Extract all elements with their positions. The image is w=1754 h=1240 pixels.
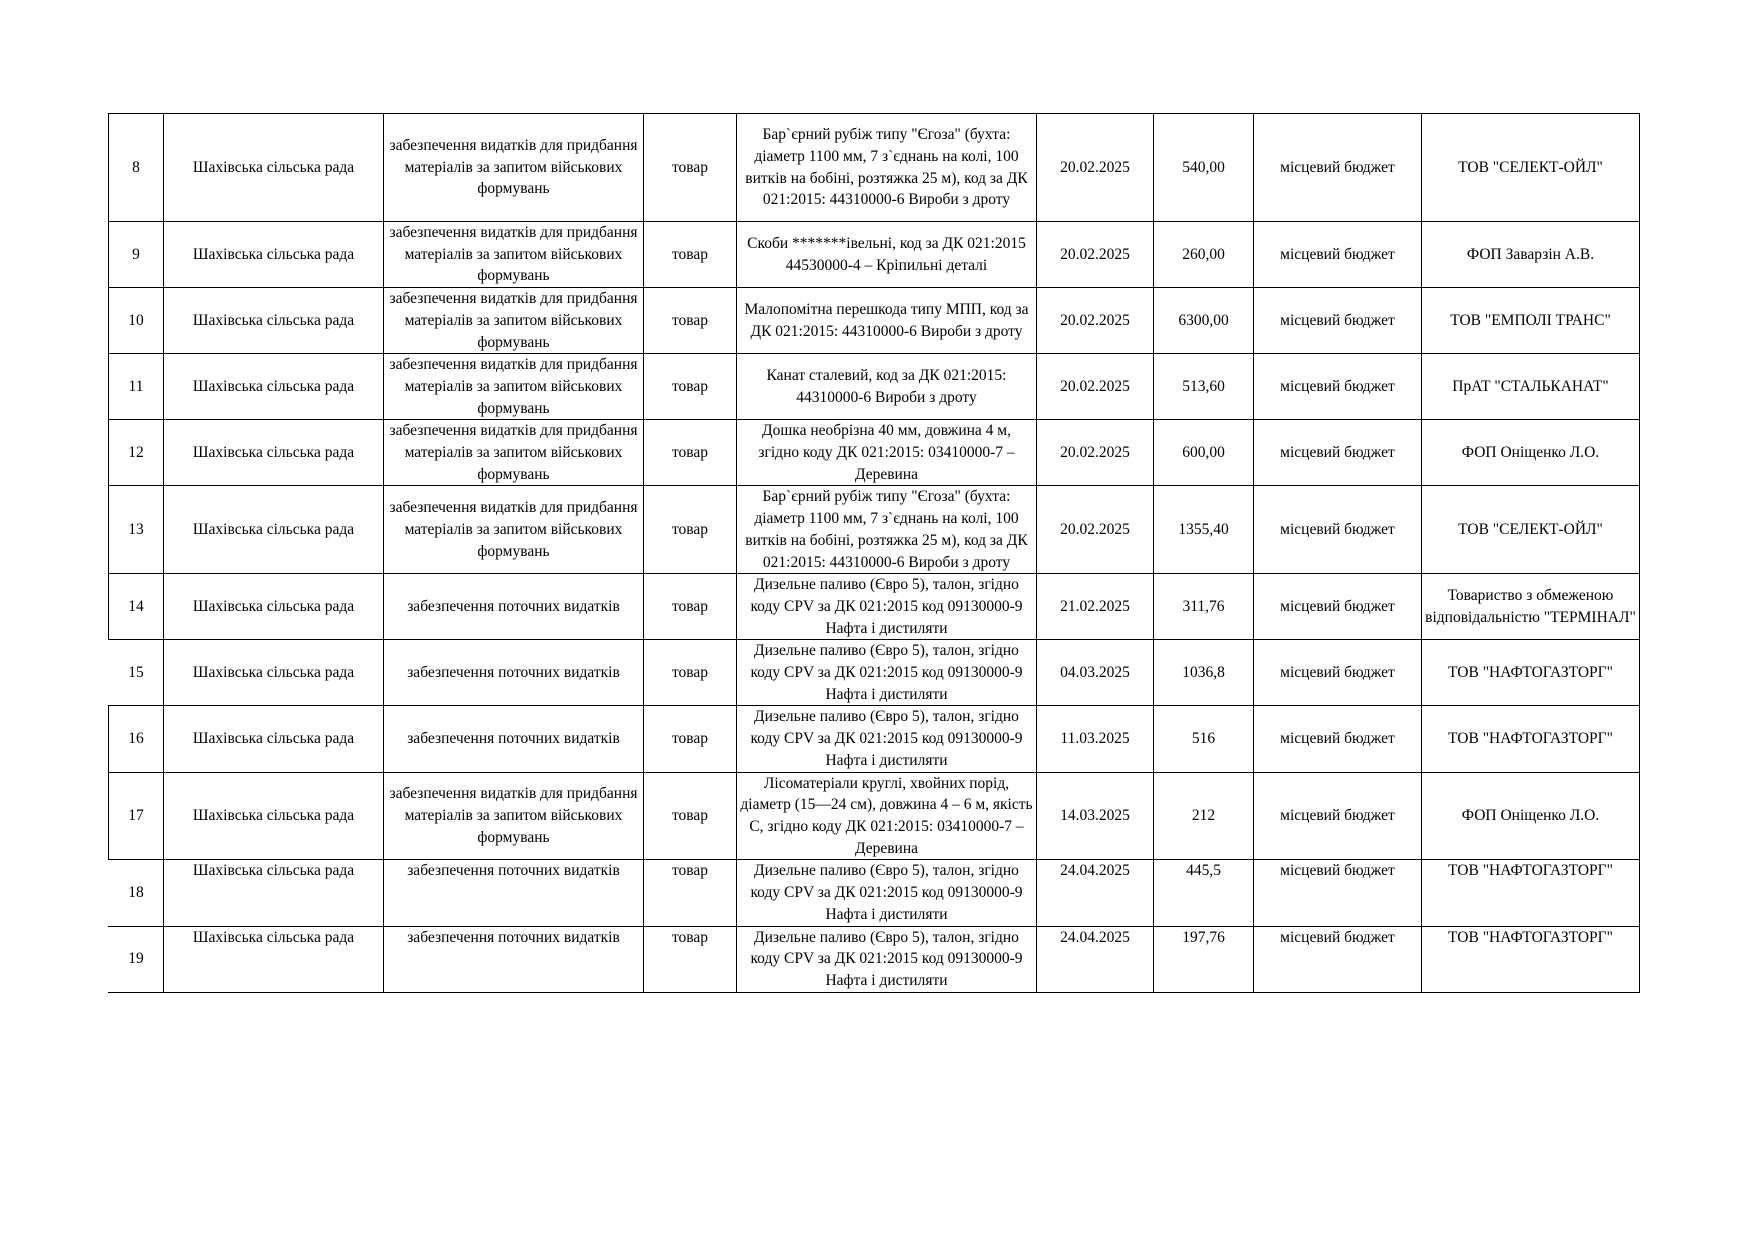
subject-type: товар bbox=[644, 354, 737, 420]
row-number: 12 bbox=[109, 420, 164, 486]
table-body bbox=[109, 114, 1640, 993]
table-row bbox=[109, 420, 1640, 486]
purchase-purpose: забезпечення поточних видатків bbox=[384, 574, 644, 640]
row-number: 19 bbox=[109, 926, 164, 992]
item-description: Скоби *******івельні, код за ДК 021:2015 44530000-4 – Кріпильні деталі bbox=[737, 222, 1037, 288]
customer-name: Шахівська сільська рада bbox=[164, 706, 384, 772]
table-row bbox=[109, 926, 1640, 992]
supplier-name: ТОВ "ЕМПОЛІ ТРАНС" bbox=[1422, 288, 1640, 354]
funding-source: місцевий бюджет bbox=[1254, 860, 1422, 926]
table-row bbox=[109, 486, 1640, 574]
amount-value: 197,76 bbox=[1154, 926, 1254, 992]
amount-value: 600,00 bbox=[1154, 420, 1254, 486]
funding-source: місцевий бюджет bbox=[1254, 354, 1422, 420]
table-row bbox=[109, 354, 1640, 420]
supplier-name: ФОП Оніщенко Л.О. bbox=[1422, 420, 1640, 486]
purchase-purpose: забезпечення видатків для придбання матеріалів за запитом військових формувань bbox=[384, 486, 644, 574]
supplier-name: ТОВ "НАФТОГАЗТОРГ" bbox=[1422, 926, 1640, 992]
contract-date: 11.03.2025 bbox=[1037, 706, 1154, 772]
row-number: 18 bbox=[109, 860, 164, 926]
supplier-name: ТОВ "НАФТОГАЗТОРГ" bbox=[1422, 706, 1640, 772]
item-description: Малопомітна перешкода типу МПП, код за ДК 021:2015: 44310000-6 Вироби з дроту bbox=[737, 288, 1037, 354]
funding-source: місцевий бюджет bbox=[1254, 926, 1422, 992]
subject-type: товар bbox=[644, 926, 737, 992]
table-row bbox=[109, 706, 1640, 772]
table-row bbox=[109, 772, 1640, 860]
supplier-name: ТОВ "НАФТОГАЗТОРГ" bbox=[1422, 860, 1640, 926]
supplier-name: ФОП Оніщенко Л.О. bbox=[1422, 772, 1640, 860]
purchase-purpose: забезпечення поточних видатків bbox=[384, 640, 644, 706]
contract-date: 24.04.2025 bbox=[1037, 926, 1154, 992]
supplier-name: ТОВ "СЕЛЕКТ-ОЙЛ" bbox=[1422, 486, 1640, 574]
customer-name: Шахівська сільська рада bbox=[164, 574, 384, 640]
customer-name: Шахівська сільська рада bbox=[164, 860, 384, 926]
purchase-purpose: забезпечення видатків для придбання матеріалів за запитом військових формувань bbox=[384, 288, 644, 354]
procurement-table bbox=[108, 113, 1640, 993]
supplier-name: ТОВ "СЕЛЕКТ-ОЙЛ" bbox=[1422, 114, 1640, 222]
row-number: 13 bbox=[109, 486, 164, 574]
amount-value: 311,76 bbox=[1154, 574, 1254, 640]
item-description: Дизельне паливо (Євро 5), талон, згідно коду CPV за ДК 021:2015 код 09130000-9 Нафта і дистиляти bbox=[737, 860, 1037, 926]
customer-name: Шахівська сільська рада bbox=[164, 222, 384, 288]
funding-source: місцевий бюджет bbox=[1254, 640, 1422, 706]
item-description: Дизельне паливо (Євро 5), талон, згідно коду CPV за ДК 021:2015 код 09130000-9 Нафта і дистиляти bbox=[737, 926, 1037, 992]
funding-source: місцевий бюджет bbox=[1254, 486, 1422, 574]
customer-name: Шахівська сільська рада bbox=[164, 354, 384, 420]
amount-value: 6300,00 bbox=[1154, 288, 1254, 354]
funding-source: місцевий бюджет bbox=[1254, 288, 1422, 354]
supplier-name: ФОП Заварзін А.В. bbox=[1422, 222, 1640, 288]
customer-name: Шахівська сільська рада bbox=[164, 114, 384, 222]
subject-type: товар bbox=[644, 772, 737, 860]
customer-name: Шахівська сільська рада bbox=[164, 420, 384, 486]
purchase-purpose: забезпечення видатків для придбання матеріалів за запитом військових формувань bbox=[384, 222, 644, 288]
subject-type: товар bbox=[644, 706, 737, 772]
funding-source: місцевий бюджет bbox=[1254, 222, 1422, 288]
contract-date: 21.02.2025 bbox=[1037, 574, 1154, 640]
customer-name: Шахівська сільська рада bbox=[164, 772, 384, 860]
item-description: Дошка необрізна 40 мм, довжина 4 м, згідно коду ДК 021:2015: 03410000-7 – Деревина bbox=[737, 420, 1037, 486]
item-description: Бар`єрний рубіж типу "Єгоза" (бухта: діаметр 1100 мм, 7 з`єднань на колі, 100 витків на бобіні, розтяжка 25 м), код за ДК 021:2015: 44310000-6 Вироби з дроту bbox=[737, 114, 1037, 222]
item-description: Дизельне паливо (Євро 5), талон, згідно коду CPV за ДК 021:2015 код 09130000-9 Нафта і дистиляти bbox=[737, 640, 1037, 706]
subject-type: товар bbox=[644, 486, 737, 574]
subject-type: товар bbox=[644, 222, 737, 288]
customer-name: Шахівська сільська рада bbox=[164, 926, 384, 992]
subject-type: товар bbox=[644, 640, 737, 706]
purchase-purpose: забезпечення видатків для придбання матеріалів за запитом військових формувань bbox=[384, 114, 644, 222]
funding-source: місцевий бюджет bbox=[1254, 772, 1422, 860]
table-row bbox=[109, 222, 1640, 288]
contract-date: 24.04.2025 bbox=[1037, 860, 1154, 926]
amount-value: 1355,40 bbox=[1154, 486, 1254, 574]
amount-value: 260,00 bbox=[1154, 222, 1254, 288]
contract-date: 20.02.2025 bbox=[1037, 354, 1154, 420]
contract-date: 20.02.2025 bbox=[1037, 222, 1154, 288]
contract-date: 20.02.2025 bbox=[1037, 288, 1154, 354]
amount-value: 513,60 bbox=[1154, 354, 1254, 420]
supplier-name: Товариство з обмеженою відповідальністю "ТЕРМІНАЛ" bbox=[1422, 574, 1640, 640]
supplier-name: ПрАТ "СТАЛЬКАНАТ" bbox=[1422, 354, 1640, 420]
amount-value: 516 bbox=[1154, 706, 1254, 772]
table-row bbox=[109, 860, 1640, 926]
funding-source: місцевий бюджет bbox=[1254, 574, 1422, 640]
supplier-name: ТОВ "НАФТОГАЗТОРГ" bbox=[1422, 640, 1640, 706]
contract-date: 20.02.2025 bbox=[1037, 114, 1154, 222]
row-number: 15 bbox=[109, 640, 164, 706]
row-number: 9 bbox=[109, 222, 164, 288]
subject-type: товар bbox=[644, 288, 737, 354]
row-number: 11 bbox=[109, 354, 164, 420]
table-row bbox=[109, 640, 1640, 706]
purchase-purpose: забезпечення поточних видатків bbox=[384, 860, 644, 926]
item-description: Канат сталевий, код за ДК 021:2015: 44310000-6 Вироби з дроту bbox=[737, 354, 1037, 420]
amount-value: 540,00 bbox=[1154, 114, 1254, 222]
subject-type: товар bbox=[644, 114, 737, 222]
purchase-purpose: забезпечення видатків для придбання матеріалів за запитом військових формувань bbox=[384, 354, 644, 420]
contract-date: 04.03.2025 bbox=[1037, 640, 1154, 706]
contract-date: 20.02.2025 bbox=[1037, 420, 1154, 486]
subject-type: товар bbox=[644, 860, 737, 926]
table-row bbox=[109, 288, 1640, 354]
row-number: 16 bbox=[109, 706, 164, 772]
contract-date: 14.03.2025 bbox=[1037, 772, 1154, 860]
customer-name: Шахівська сільська рада bbox=[164, 640, 384, 706]
customer-name: Шахівська сільська рада bbox=[164, 288, 384, 354]
purchase-purpose: забезпечення поточних видатків bbox=[384, 706, 644, 772]
row-number: 8 bbox=[109, 114, 164, 222]
purchase-purpose: забезпечення видатків для придбання матеріалів за запитом військових формувань bbox=[384, 420, 644, 486]
row-number: 10 bbox=[109, 288, 164, 354]
table-row bbox=[109, 114, 1640, 222]
item-description: Дизельне паливо (Євро 5), талон, згідно коду CPV за ДК 021:2015 код 09130000-9 Нафта і дистиляти bbox=[737, 574, 1037, 640]
funding-source: місцевий бюджет bbox=[1254, 114, 1422, 222]
item-description: Лісоматеріали круглі, хвойних порід, діаметр (15—24 см), довжина 4 – 6 м, якість С, згідно коду ДК 021:2015: 03410000-7 – Деревина bbox=[737, 772, 1037, 860]
funding-source: місцевий бюджет bbox=[1254, 706, 1422, 772]
contract-date: 20.02.2025 bbox=[1037, 486, 1154, 574]
amount-value: 212 bbox=[1154, 772, 1254, 860]
amount-value: 445,5 bbox=[1154, 860, 1254, 926]
subject-type: товар bbox=[644, 420, 737, 486]
item-description: Дизельне паливо (Євро 5), талон, згідно коду CPV за ДК 021:2015 код 09130000-9 Нафта і дистиляти bbox=[737, 706, 1037, 772]
customer-name: Шахівська сільська рада bbox=[164, 486, 384, 574]
item-description: Бар`єрний рубіж типу "Єгоза" (бухта: діаметр 1100 мм, 7 з`єднань на колі, 100 витків на бобіні, розтяжка 25 м), код за ДК 021:2015: 44310000-6 Вироби з дроту bbox=[737, 486, 1037, 574]
funding-source: місцевий бюджет bbox=[1254, 420, 1422, 486]
table-row bbox=[109, 574, 1640, 640]
amount-value: 1036,8 bbox=[1154, 640, 1254, 706]
row-number: 17 bbox=[109, 772, 164, 860]
purchase-purpose: забезпечення поточних видатків bbox=[384, 926, 644, 992]
row-number: 14 bbox=[109, 574, 164, 640]
purchase-purpose: забезпечення видатків для придбання матеріалів за запитом військових формувань bbox=[384, 772, 644, 860]
subject-type: товар bbox=[644, 574, 737, 640]
